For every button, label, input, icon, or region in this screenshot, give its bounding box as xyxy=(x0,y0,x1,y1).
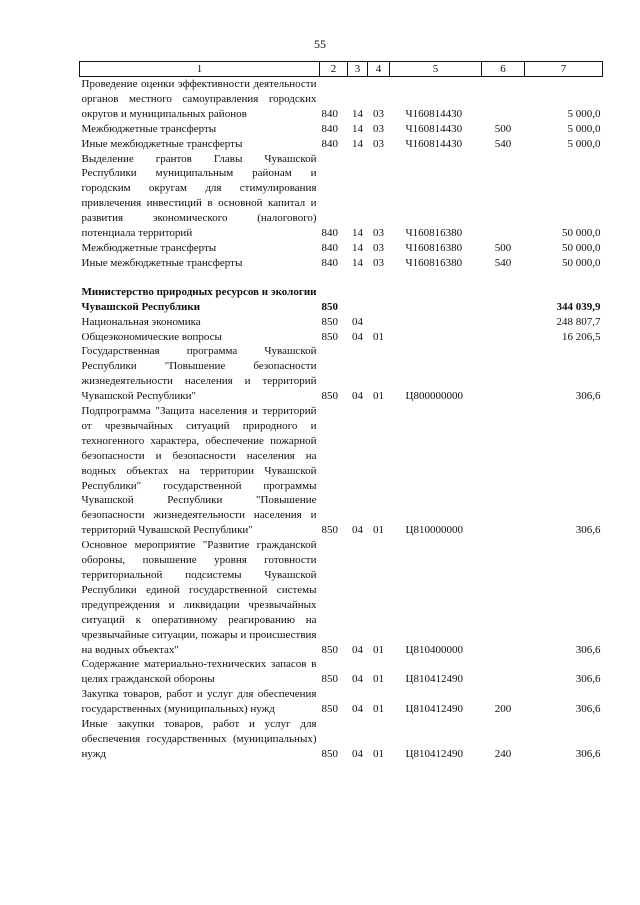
row-section-code: 14 xyxy=(352,241,363,254)
row-gr-code: 850 xyxy=(321,673,338,686)
row-name: Подпрограмма "Защита населения и территорий от чрезвычайных ситуаций природного и техногенного характера, обеспечение пожарной безопасности и безопасности населения на водных объектах на территории Чувашской Республики" государственной программы Чувашской Республики "Повышение безопасности жизнедеятельности населения и территорий Чувашской Республики" xyxy=(81,405,317,537)
row-target-article: Ч160816380 xyxy=(405,241,463,254)
row-section-code: 14 xyxy=(352,256,363,269)
row-subsection-code: 03 xyxy=(373,256,384,269)
row-name: Основное мероприятие "Развитие гражданской обороны, повышение уровня готовности территориальной подсистемы Чувашской Республики единой государственной системы предупреждения и ликвидации чрезвычайных ситуаций к оперативному реагированию на чрезвычайные ситуации, пожары и происшествия на водных объектах" xyxy=(81,539,317,656)
row-amount: 50 000,0 xyxy=(562,241,601,254)
row-section-code: 04 xyxy=(352,390,363,403)
row-subsection-code: 01 xyxy=(373,524,384,537)
table-row xyxy=(80,241,603,256)
row-amount: 344 039,9 xyxy=(556,300,601,313)
header-col-5: 5 xyxy=(390,62,482,77)
table-body xyxy=(80,77,603,762)
row-gr-code: 840 xyxy=(321,227,338,240)
row-target-article xyxy=(390,285,482,315)
row-expense-type xyxy=(482,538,525,657)
row-target-article: Ч160816380 xyxy=(405,256,463,269)
row-expense-type xyxy=(482,315,525,330)
table-row xyxy=(80,152,603,241)
row-subsection-code xyxy=(368,315,390,330)
row-section-code: 14 xyxy=(352,227,363,240)
header-col-4: 4 xyxy=(368,62,390,77)
row-gr-code: 850 xyxy=(321,390,338,403)
row-subsection-code: 01 xyxy=(373,330,384,343)
row-section-code: 04 xyxy=(352,524,363,537)
row-expense-type xyxy=(482,285,525,315)
row-amount: 306,6 xyxy=(575,524,601,537)
row-name: Иные межбюджетные трансферты xyxy=(81,256,243,269)
row-amount: 5 000,0 xyxy=(567,122,601,135)
row-target-article: Ц810412490 xyxy=(405,747,463,760)
row-amount: 50 000,0 xyxy=(562,256,601,269)
row-expense-type: 200 xyxy=(494,703,512,716)
row-target-article: Ч160814430 xyxy=(405,107,463,120)
row-gr-code: 840 xyxy=(321,122,338,135)
row-gr-code: 840 xyxy=(321,256,338,269)
spacer-cell xyxy=(80,271,603,285)
row-expense-type: 240 xyxy=(494,747,512,760)
row-amount: 248 807,7 xyxy=(556,315,601,328)
row-subsection-code: 01 xyxy=(373,673,384,686)
table-row xyxy=(80,315,603,330)
row-amount: 5 000,0 xyxy=(567,137,601,150)
row-name: Межбюджетные трансферты xyxy=(81,122,217,135)
row-expense-type xyxy=(482,657,525,687)
row-amount: 16 206,5 xyxy=(562,330,601,343)
row-amount: 5 000,0 xyxy=(567,107,601,120)
row-amount: 306,6 xyxy=(575,673,601,686)
row-section-code: 04 xyxy=(352,330,363,343)
row-section-code: 04 xyxy=(352,673,363,686)
table-row xyxy=(80,137,603,152)
budget-table xyxy=(79,61,603,762)
table-row xyxy=(80,344,603,404)
row-target-article: Ч160814430 xyxy=(405,122,463,135)
header-row xyxy=(80,62,603,77)
row-amount: 306,6 xyxy=(575,747,601,760)
row-name: Национальная экономика xyxy=(81,315,201,328)
row-section-code: 04 xyxy=(352,703,363,716)
table-row xyxy=(80,404,603,538)
row-gr-code: 850 xyxy=(321,747,338,760)
header-col-2: 2 xyxy=(320,62,348,77)
row-target-article: Ц810412490 xyxy=(405,673,463,686)
row-section-code xyxy=(348,285,368,315)
table-row xyxy=(80,285,603,315)
row-section-code: 14 xyxy=(352,107,363,120)
row-name: Государственная программа Чувашской Республики "Повышение безопасности жизнедеятельности населения и территорий Чувашской Республики" xyxy=(81,345,317,403)
row-target-article xyxy=(390,330,482,345)
row-amount: 306,6 xyxy=(575,643,601,656)
row-target-article: Ц800000000 xyxy=(405,390,463,403)
table-row xyxy=(80,77,603,122)
row-gr-code: 850 xyxy=(321,703,338,716)
row-name: Иные закупки товаров, работ и услуг для обеспечения государственных (муниципальных) нужд xyxy=(81,718,317,760)
row-section-code: 04 xyxy=(352,643,363,656)
row-expense-type xyxy=(482,404,525,538)
row-name: Министерство природных ресурсов и экологии Чувашской Республики xyxy=(81,285,317,313)
table-row xyxy=(80,538,603,657)
row-name: Общеэкономические вопросы xyxy=(81,330,222,343)
row-section-code: 04 xyxy=(352,315,363,328)
header-col-1: 1 xyxy=(80,62,320,77)
row-gr-code: 840 xyxy=(321,241,338,254)
row-subsection-code: 01 xyxy=(373,747,384,760)
table-row xyxy=(80,256,603,271)
header-col-3: 3 xyxy=(348,62,368,77)
row-subsection-code: 01 xyxy=(373,390,384,403)
row-subsection-code xyxy=(368,285,390,315)
row-amount: 306,6 xyxy=(575,703,601,716)
row-target-article: Ч160816380 xyxy=(405,227,463,240)
row-gr-code: 850 xyxy=(321,524,338,537)
row-section-code: 14 xyxy=(352,137,363,150)
row-expense-type: 540 xyxy=(494,256,512,269)
row-amount: 50 000,0 xyxy=(562,227,601,240)
table-row xyxy=(80,330,603,345)
row-gr-code: 840 xyxy=(321,107,338,120)
row-name: Содержание материально-технических запасов в целях гражданской обороны xyxy=(81,658,317,686)
header-col-6: 6 xyxy=(482,62,525,77)
row-expense-type xyxy=(482,152,525,241)
row-subsection-code: 03 xyxy=(373,137,384,150)
table-row xyxy=(80,122,603,137)
row-expense-type xyxy=(482,77,525,122)
row-name: Иные межбюджетные трансферты xyxy=(81,137,243,150)
row-target-article: Ц810400000 xyxy=(405,643,463,656)
row-subsection-code: 01 xyxy=(373,643,384,656)
row-gr-code: 850 xyxy=(321,643,338,656)
row-expense-type: 540 xyxy=(494,137,512,150)
row-expense-type xyxy=(482,330,525,345)
page-number: 55 xyxy=(314,37,326,51)
row-section-code: 04 xyxy=(352,747,363,760)
row-subsection-code: 03 xyxy=(373,107,384,120)
row-target-article: Ц810000000 xyxy=(405,524,463,537)
row-expense-type: 500 xyxy=(494,241,512,254)
row-name: Проведение оценки эффективности деятельности органов местного самоуправления городских округов и муниципальных районов xyxy=(81,78,317,120)
row-name: Закупка товаров, работ и услуг для обеспечения государственных (муниципальных) нужд xyxy=(81,688,317,716)
table-row xyxy=(80,657,603,687)
header-col-7: 7 xyxy=(525,62,603,77)
row-gr-code: 850 xyxy=(321,300,338,313)
row-name: Межбюджетные трансферты xyxy=(81,241,217,254)
row-expense-type xyxy=(482,344,525,404)
row-target-article: Ч160814430 xyxy=(405,137,463,150)
table-row xyxy=(80,687,603,717)
row-name: Выделение грантов Главы Чувашской Республики муниципальным районам и городским округам для стимулирования привлечения инвестиций в основной капитал и развития экономического (налогового) потенциала территорий xyxy=(81,152,317,240)
row-section-code: 14 xyxy=(352,122,363,135)
row-gr-code: 850 xyxy=(321,315,338,328)
row-gr-code: 850 xyxy=(321,330,338,343)
row-amount: 306,6 xyxy=(575,390,601,403)
row-subsection-code: 03 xyxy=(373,122,384,135)
row-subsection-code: 01 xyxy=(373,703,384,716)
spacer-row xyxy=(80,271,603,285)
row-subsection-code: 03 xyxy=(373,241,384,254)
row-expense-type: 500 xyxy=(494,122,512,135)
row-gr-code: 840 xyxy=(321,137,338,150)
row-subsection-code: 03 xyxy=(373,227,384,240)
table-row xyxy=(80,717,603,762)
row-target-article: Ц810412490 xyxy=(405,703,463,716)
table-header xyxy=(80,62,603,77)
row-target-article xyxy=(390,315,482,330)
